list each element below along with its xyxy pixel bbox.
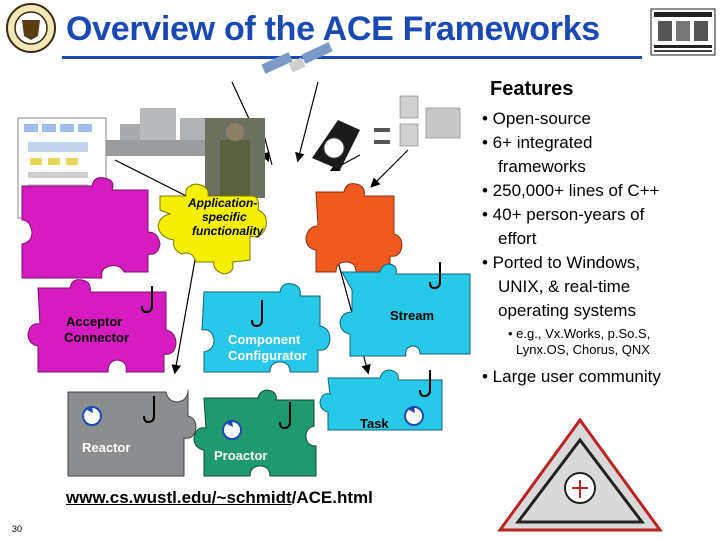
feature-item: operating systems (498, 301, 636, 320)
app-functionality-label-2: specific (202, 210, 247, 224)
feature-item: UNIX, & real-time (498, 277, 631, 296)
feature-item: • Large user community (482, 367, 661, 386)
connector-label: Connector (64, 330, 129, 345)
reactor-piece (68, 390, 196, 476)
task-label: Task (360, 416, 389, 431)
network-image (374, 96, 460, 146)
feature-subitem: Lynx.OS, Chorus, QNX (516, 342, 650, 357)
ace-url-link[interactable]: www.cs.wustl.edu/~schmidt (66, 488, 292, 507)
component-label: Component (228, 332, 301, 347)
page-title: Overview of the ACE Frameworks (66, 10, 600, 48)
feature-item: • Ported to Windows, (482, 253, 641, 272)
configurator-label: Configurator (228, 348, 307, 363)
magenta-piece (22, 178, 160, 278)
feature-subitem: • e.g., Vx.Works, p.So.S, (508, 326, 651, 341)
feature-item: • 6+ integrated (482, 133, 593, 152)
acceptor-label: Acceptor (66, 314, 123, 329)
orange-piece (306, 184, 402, 272)
feature-item: frameworks (498, 157, 586, 176)
triangle-logo (500, 420, 660, 530)
reactor-label: Reactor (82, 440, 131, 455)
app-functionality-label-1: Application- (188, 196, 258, 210)
stream-label: Stream (390, 308, 435, 323)
feature-item: effort (498, 229, 537, 248)
feature-item: • 250,000+ lines of C++ (482, 181, 660, 200)
feature-item: • 40+ person-years of (482, 205, 645, 224)
ace-url-suffix: /ACE.html (291, 488, 373, 507)
features-heading: Features (490, 78, 574, 100)
satellite-image (261, 42, 332, 74)
ace-url (66, 488, 373, 508)
proactor-piece (194, 390, 316, 476)
app-functionality-label-3: functionality (192, 224, 264, 238)
feature-item: • Open-source (482, 109, 591, 128)
soldier-image (205, 118, 265, 198)
proactor-label: Proactor (214, 448, 268, 463)
cockpit-image (312, 120, 360, 170)
page-number: 30 (12, 524, 23, 534)
